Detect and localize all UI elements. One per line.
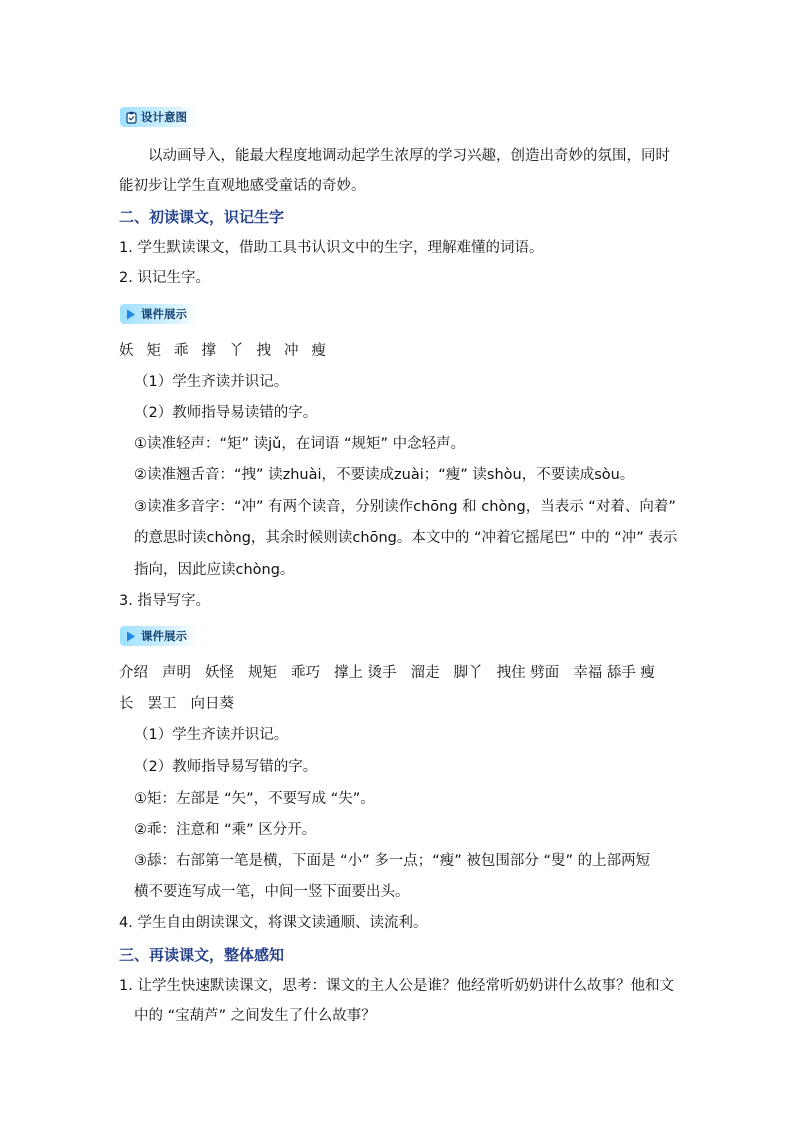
design-intent-tag [120, 107, 197, 127]
courseware-tag [120, 304, 197, 324]
play-arrow-icon [124, 307, 138, 321]
tag-label: 设计意图 [141, 110, 187, 124]
character: 撑 [201, 343, 216, 359]
character: 拽 [256, 343, 271, 359]
note-text: ②读准翘舌音：“拽” 读zhuài，不要读成zuài；“瘦” 读shòu，不要读成sòu。 [134, 467, 635, 483]
note-text: ②乖：注意和 “乘” 区分开。 [134, 822, 317, 838]
step-text: （2）教师指导易写错的字。 [134, 759, 318, 775]
character: 冲 [284, 343, 299, 359]
character: 丫 [229, 343, 244, 359]
word: 溜走 [410, 665, 440, 681]
list-item: 1. 让学生快速默读课文，思考：课文的主人公是谁？他经常听奶奶讲什么故事？他和文 [119, 978, 674, 994]
note-text: 的意思时读chòng，其余时候则读chōng。本文中的 “冲着它摇尾巴” 中的 “冲” 表示 [134, 530, 678, 546]
tag-label: 课件展示 [141, 307, 187, 321]
word: 脚丫 [453, 665, 483, 681]
list-item: 3. 指导写字。 [119, 593, 210, 609]
list-item: 4. 学生自由朗读课文，将课文读通顺、读流利。 [119, 915, 428, 931]
word: 长 [119, 696, 134, 712]
word: 妖怪 [205, 665, 234, 681]
word: 介绍 [119, 665, 148, 681]
list-item: 1. 学生默读课文，借助工具书认识文中的生字，理解难懂的词语。 [119, 240, 544, 256]
word-list [119, 694, 248, 714]
note-text: 横不要连写成一笔，中间一竖下面要出头。 [134, 884, 410, 900]
word-list [119, 663, 669, 683]
word: 规矩 [248, 665, 277, 681]
list-item: 2. 识记生字。 [119, 270, 210, 286]
note-text: ①矩：左部是 “矢”，不要写成 “失”。 [134, 791, 375, 807]
clipboard-icon [124, 110, 138, 124]
section-heading: 二、初读课文，识记生字 [119, 208, 285, 226]
word: 乖巧 [291, 665, 320, 681]
note-text: ①读准轻声：“矩” 读jǔ，在词语 “规矩” 中念轻声。 [134, 436, 466, 452]
courseware-tag [120, 626, 197, 646]
note-text: 指向，因此应读chòng。 [134, 562, 295, 578]
tag-label: 课件展示 [141, 629, 187, 643]
character: 瘦 [311, 343, 326, 359]
word: 撑上 烫手 [334, 665, 397, 681]
note-text: ③舔：右部第一笔是横，下面是 “小” 多一点；“瘦” 被包围部分 “叟” 的上部两短 [134, 853, 651, 869]
step-text: （2）教师指导易读错的字。 [134, 405, 318, 421]
word: 罢工 [147, 696, 177, 712]
step-text: （1）学生齐读并识记。 [134, 374, 289, 390]
step-text: （1）学生齐读并识记。 [134, 727, 289, 743]
word: 声明 [162, 665, 191, 681]
play-arrow-icon [124, 629, 138, 643]
section-heading: 三、再读课文，整体感知 [119, 946, 285, 964]
character: 矩 [146, 343, 161, 359]
note-text: ③读准多音字：“冲” 有两个读音，分别读作chōng 和 chòng，当表示 “对着、向着” [134, 499, 676, 515]
design-paragraph-line: 能初步让学生直观地感受童话的奇妙。 [119, 178, 366, 194]
character-list [119, 341, 339, 361]
word: 向日葵 [190, 696, 234, 712]
word: 拽住 劈面 [496, 665, 560, 681]
design-paragraph-line: 以动画导入，能最大程度地调动起学生浓厚的学习兴趣，创造出奇妙的氛围，同时 [148, 148, 670, 164]
list-item-continuation: 中的 “宝葫芦” 之间发生了什么故事？ [134, 1008, 376, 1024]
character: 妖 [119, 343, 134, 359]
character: 乖 [174, 343, 189, 359]
word: 幸福 舔手 瘦 [573, 665, 655, 681]
